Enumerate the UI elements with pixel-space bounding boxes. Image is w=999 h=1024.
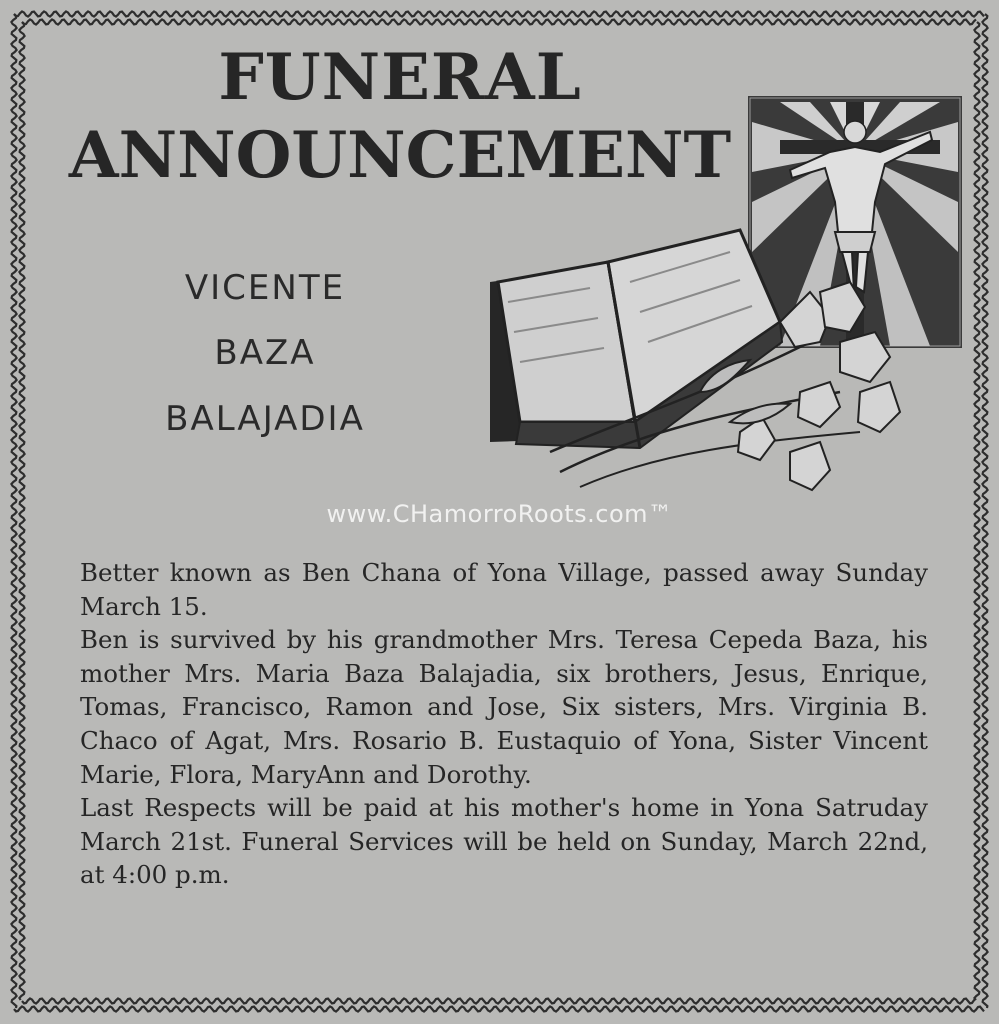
memorial-illustration (480, 92, 970, 502)
deceased-last-name: BALAJADIA (165, 399, 365, 439)
paragraph-services: Last Respects will be paid at his mother's home in Yona Satruday March 21st. Funeral Services will be held on Sunday, March 22nd, at 4:00 p.m. (80, 793, 928, 890)
paragraph-passed-away: Better known as Ben Chana of Yona Village, passed away Sunday March 15. (80, 558, 928, 621)
deceased-first-name: VICENTE (184, 268, 346, 308)
title-line-2: ANNOUNCEMENT (68, 118, 732, 193)
deceased-middle-name: BAZA (214, 333, 316, 373)
paragraph-survivors: Ben is survived by his grandmother Mrs. Teresa Cepeda Baza, his mother Mrs. Maria Baza Balajadia, six brothers, Jesus, Enrique, Tomas, Francisco, Ramon and Jose, Six sisters, Mrs. Virginia B. Chaco of Agat, Mrs. Rosario B. Eustaquio of Yona, Sister Vincent Marie, Flora, MaryAnn and Dorothy. (80, 625, 928, 789)
watermark: www.CHamorroRoots.com™ (326, 500, 673, 528)
title-line-1: FUNERAL (218, 40, 582, 115)
announcement-body (80, 556, 928, 892)
